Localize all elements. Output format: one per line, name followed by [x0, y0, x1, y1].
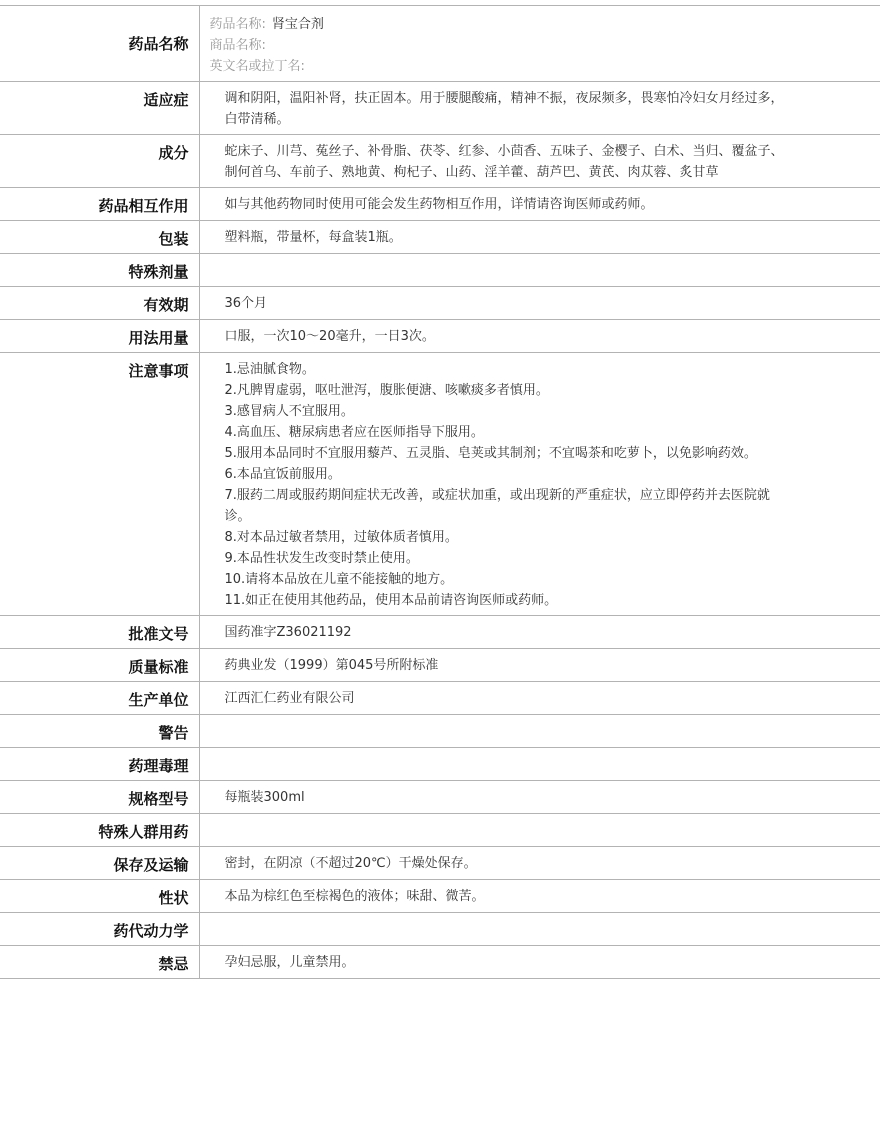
row-value: 调和阴阳，温阳补肾，扶正固本。用于腰腿酸痛，精神不振，夜尿频多，畏寒怕冷妇女月经过多，白带清稀。: [199, 82, 880, 135]
drug-name-line: [210, 14, 880, 35]
row-value: 蛇床子、川芎、菟丝子、补骨脂、茯苓、红参、小茴香、五味子、金樱子、白术、当归、覆盆子、制何首乌、车前子、熟地黄、枸杞子、山药、淫羊藿、葫芦巴、黄芪、肉苁蓉、炙甘草: [199, 135, 880, 188]
row-label: 警告: [0, 715, 199, 748]
row-label: 成分: [0, 135, 199, 188]
row-label: 禁忌: [0, 946, 199, 979]
row-label: 用法用量: [0, 320, 199, 353]
drug-name-label: 药品名称:: [209, 17, 266, 32]
row-validity: [0, 287, 880, 320]
notice-item: 10.请将本品放在儿童不能接触的地方。: [224, 572, 454, 587]
notice-item: 1.忌油腻食物。: [224, 362, 315, 377]
row-appearance: [0, 880, 880, 913]
row-label: 批准文号: [0, 616, 199, 649]
row-label: 特殊人群用药: [0, 814, 199, 847]
row-pharmacokinetics: [0, 913, 880, 946]
row-approval: [0, 616, 880, 649]
row-label: 包装: [0, 221, 199, 254]
row-ingredients: [0, 135, 880, 188]
row-value: 密封，在阴凉（不超过20℃）干燥处保存。: [199, 847, 880, 880]
row-value: 药典业发（1999）第045号所附标准: [199, 649, 880, 682]
row-drug-name: [0, 6, 880, 82]
row-manufacturer: [0, 682, 880, 715]
trade-name-line: [210, 35, 880, 56]
row-value: [199, 353, 880, 616]
row-value: 本品为棕红色至棕褐色的液体；味甜、微苦。: [199, 880, 880, 913]
row-label: 特殊剂量: [0, 254, 199, 287]
row-value: 每瓶装300ml: [199, 781, 880, 814]
row-warning: [0, 715, 880, 748]
row-value: [199, 254, 880, 287]
english-name-line: [210, 56, 880, 77]
row-label: 有效期: [0, 287, 199, 320]
row-label: 性状: [0, 880, 199, 913]
row-value: 如与其他药物同时使用可能会发生药物相互作用，详情请咨询医师或药师。: [199, 188, 880, 221]
row-label: 保存及运输: [0, 847, 199, 880]
row-value: [199, 748, 880, 781]
row-package: [0, 221, 880, 254]
row-special-dose: [0, 254, 880, 287]
row-value: 孕妇忌服，儿童禁用。: [199, 946, 880, 979]
notice-item: 3.感冒病人不宜服用。: [224, 404, 354, 419]
name-cell: [199, 6, 880, 82]
row-usage: [0, 320, 880, 353]
row-storage: [0, 847, 880, 880]
row-value: [199, 814, 880, 847]
row-label: 规格型号: [0, 781, 199, 814]
row-label: 质量标准: [0, 649, 199, 682]
notice-item: 8.对本品过敏者禁用，过敏体质者慎用。: [224, 530, 458, 545]
row-label: 注意事项: [0, 353, 199, 616]
row-value: 36个月: [199, 287, 880, 320]
notice-item: 6.本品宜饭前服用。: [224, 467, 341, 482]
row-special-groups: [0, 814, 880, 847]
row-label: 药品名称: [0, 6, 199, 82]
row-notices: [0, 353, 880, 616]
drug-info-table: [0, 5, 880, 979]
row-value: 国药准字Z36021192: [199, 616, 880, 649]
notice-item: 11.如正在使用其他药品，使用本品前请咨询医师或药师。: [224, 593, 558, 608]
row-value: 江西汇仁药业有限公司: [199, 682, 880, 715]
notice-item: 5.服用本品同时不宜服用藜芦、五灵脂、皂荚或其制剂；不宜喝茶和吃萝卜，以免影响药效。: [224, 446, 757, 461]
row-spec: [0, 781, 880, 814]
drug-name-value: 肾宝合剂: [271, 17, 324, 32]
row-indication: [0, 82, 880, 135]
row-contraindication: [0, 946, 880, 979]
notice-item: 4.高血压、糖尿病患者应在医师指导下服用。: [224, 425, 484, 440]
row-label: 药理毒理: [0, 748, 199, 781]
row-interaction: [0, 188, 880, 221]
row-label: 药代动力学: [0, 913, 199, 946]
row-value: 口服，一次10～20毫升，一日3次。: [199, 320, 880, 353]
drug-info-sheet: [0, 5, 880, 979]
notice-item: 9.本品性状发生改变时禁止使用。: [224, 551, 419, 566]
row-value: [199, 913, 880, 946]
row-label: 生产单位: [0, 682, 199, 715]
notice-item: 2.凡脾胃虚弱，呕吐泄泻，腹胀便溏、咳嗽痰多者慎用。: [224, 383, 549, 398]
row-value: [199, 715, 880, 748]
notice-item: 7.服药二周或服药期间症状无改善，或症状加重，或出现新的严重症状，应立即停药并去医院就诊。: [224, 488, 770, 524]
row-label: 适应症: [0, 82, 199, 135]
row-label: 药品相互作用: [0, 188, 199, 221]
trade-name-label: 商品名称:: [209, 38, 266, 53]
row-pharmacology: [0, 748, 880, 781]
english-name-label: 英文名或拉丁名:: [209, 59, 305, 74]
row-standard: [0, 649, 880, 682]
row-value: 塑料瓶，带量杯，每盒装1瓶。: [199, 221, 880, 254]
